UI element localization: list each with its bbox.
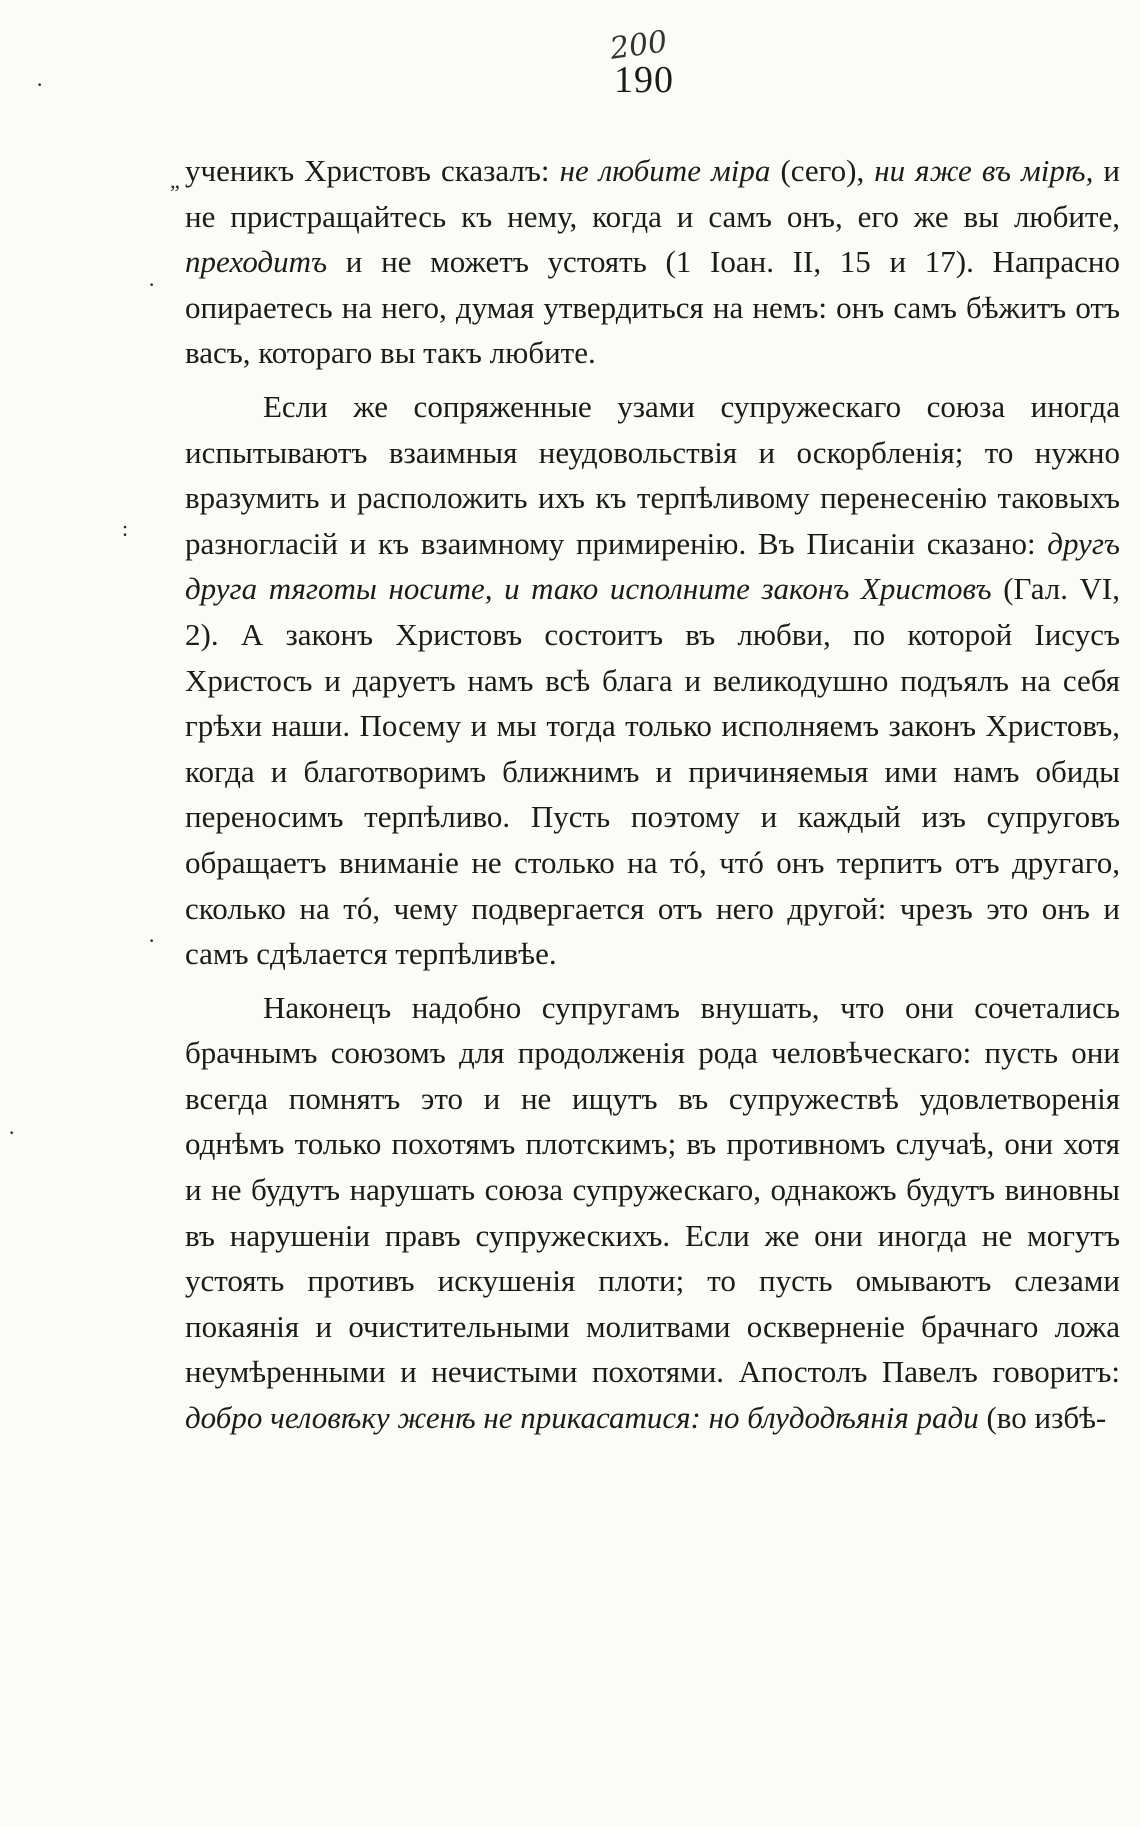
speck-mark: · — [148, 928, 156, 953]
speck-mark: · — [36, 72, 44, 97]
paragraph — [185, 384, 1120, 977]
speck-mark: · — [8, 1120, 16, 1145]
text-run: и не пристращайтесь къ нему, когда и самъ онъ, его же вы любите, — [185, 153, 1121, 234]
margin-mark: „ — [170, 168, 180, 193]
text-run: ученикъ Христовъ сказалъ: — [185, 153, 560, 188]
handwritten-page-annotation: 200 — [607, 24, 670, 67]
text-run: Наконецъ надобно супругамъ внушать, что они сочетались брачнымъ союзомъ для продолженія рода человѣческаго: пусть они всегда помнятъ это и не ищутъ въ супружествѣ удовлетворенія однѣмъ только похотямъ плотскимъ; въ противномъ случаѣ, они хотя и не будутъ нарушать союза супружескаго, однакожъ будутъ виновны въ нарушеніи правъ супружескихъ. Если же они иногда не могутъ устоять противъ искушенія плоти; то пусть омываютъ слезами покаянія и очистительными молитвами оскверненіе брачнаго ложа неумѣренными и нечистыми похотями. Апостолъ Павелъ говоритъ: — [185, 989, 1120, 1390]
text-run: (во избѣ- — [978, 1400, 1107, 1436]
text-run: Если же сопряженные узами супружескаго союза иногда испытываютъ взаимныя неудовольствія и оскорбленія; то нужно вразумить и расположить ихъ къ терпѣливому перенесенію таковыхъ разногласій и къ взаимному примиренію. Въ Писаніи сказано: — [185, 388, 1120, 561]
speck-mark: : — [122, 516, 129, 541]
text-run: (Гал. VI, 2). А законъ Христовъ состоитъ въ любви, по которой Іисусъ Христосъ и даруетъ намъ всѣ блага и великодушно подъялъ на себя грѣхи наши. Посему и мы тогда только исполняемъ законъ Христовъ, когда и благотворимъ ближнимъ и причиняемыя ими намъ обиды переносимъ терпѣливо. Пусть поэтому и каждый изъ супруговъ обращаетъ вниманіе не столько на тó, чтó онъ терпитъ отъ другаго, сколько на тó, чему подвергается отъ него другой: чрезъ это онъ и самъ сдѣлается терпѣливѣе. — [185, 571, 1120, 972]
speck-mark: · — [148, 272, 156, 297]
paragraph — [185, 985, 1120, 1441]
text-run: (сего), — [770, 153, 875, 188]
italic-quote: добро человѣку женѣ не прикасатися: но блудодѣянія ради — [185, 1400, 979, 1436]
page-number: 190 — [614, 59, 674, 101]
italic-quote: ни яже въ мірѣ, — [874, 153, 1094, 188]
italic-quote: преходитъ — [185, 244, 328, 280]
italic-quote: другъ друга тяготы носите, и тако исполните законъ Христовъ — [185, 525, 1120, 607]
paragraph — [185, 148, 1120, 376]
text-run: и не можетъ устоять (1 Іоан. II, 15 и 17). Напрасно опираетесь на него, думая утвердиться на немъ: онъ самъ бѣжитъ отъ васъ, котораго вы такъ любите. — [185, 244, 1120, 371]
body-text — [185, 148, 1120, 1441]
italic-quote: не любите міра — [559, 153, 771, 188]
